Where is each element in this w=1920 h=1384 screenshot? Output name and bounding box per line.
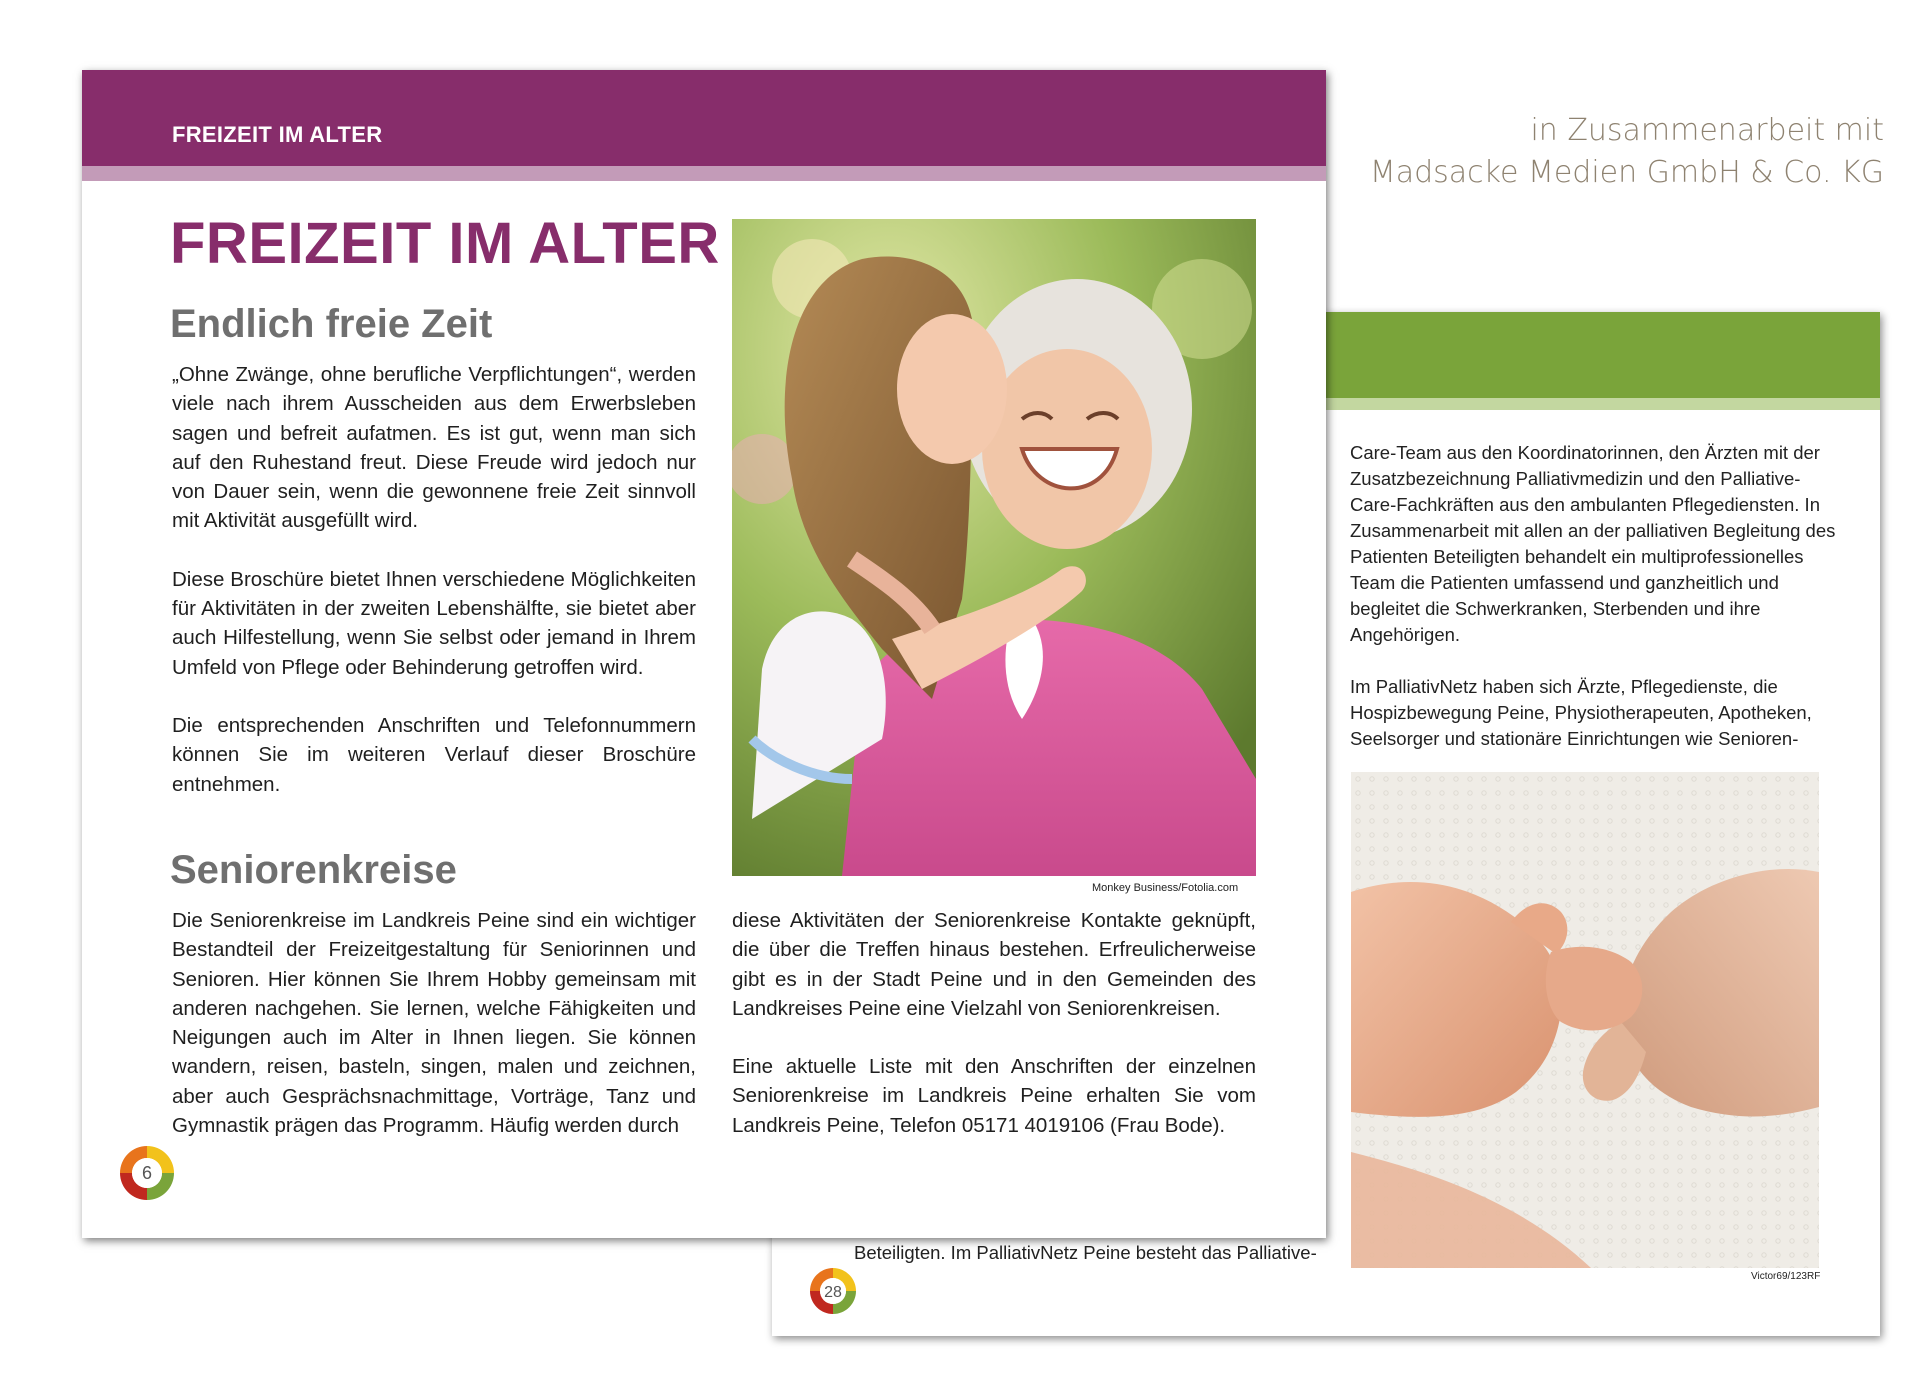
back-paragraph: Care-Team aus den Koordinatorinnen, den Ärzten mit der Zusatzbezeichnung Palliativmedizin und den Palliative-Care-Fachkräften aus den ambulanten Pflegediensten. In Zusammenarbeit mit allen an der palliativen Begleitung des Patienten Beteiligten behandelt ein multiprofessionelles Team die Patienten umfassend und ganzheitlich und begleitet die Schwerkranken, Sterbenden und ihre Angehörigen. [1350, 442, 1836, 645]
front-page-number-badge [118, 1144, 176, 1202]
credit-line-2: Madsacke Medien GmbH & Co. KG [1369, 155, 1884, 190]
grandmother-child-photo [732, 219, 1256, 876]
paragraph: Die Seniorenkreise im Landkreis Peine sind ein wichtiger Bestandteil der Freizeitgestaltung für Seniorinnen und Senioren. Hier können Sie Ihrem Hobby gemeinsam mit anderen nachgehen. Sie lernen, welche Fähigkeiten und Neigungen auch im Alter in Ihnen liegen. Sie können wandern, reisen, basteln, singen, malen und zeichnen, aber auch Gesprächsnachmittage, Vorträge, Tanz und Gymnastik prägen das Programm. Häufig werden durch [172, 909, 696, 1138]
hands-photo [1351, 772, 1819, 1268]
front-header-stripe [82, 166, 1326, 181]
section1-text [172, 360, 696, 828]
hands-illustration [1351, 772, 1819, 1268]
back-photo-credit: Victor69/123RF [1751, 1271, 1821, 1282]
section-heading-freie-zeit: Endlich freie Zeit [170, 302, 493, 346]
front-page-number: 6 [141, 1163, 153, 1183]
back-bottom-text: Beteiligten. Im PalliativNetz Peine besteht das Palliative- [854, 1242, 1317, 1263]
front-page [82, 70, 1326, 1238]
back-body-text [1350, 440, 1840, 778]
paragraph: Diese Broschüre bietet Ihnen verschiedene Möglichkeiten für Aktivitäten in der zweiten Lebenshälfte, sie bietet aber auch Hilfestellung, wenn Sie selbst oder jemand in Ihrem Umfeld von Pflege oder Behinderung getroffen wird. [172, 567, 696, 679]
section2-left-text [172, 906, 696, 1169]
back-header-bar [1324, 312, 1880, 410]
back-page-number: 28 [824, 1284, 842, 1301]
credit-line-1: in Zusammenarbeit mit [1530, 113, 1884, 148]
publisher-credit [1370, 110, 1884, 194]
back-header-stripe [1324, 398, 1880, 410]
section-heading-seniorenkreise: Seniorenkreise [170, 848, 457, 892]
paragraph: Die entsprechenden Anschriften und Telefonnummern können Sie im weiteren Verlauf dieser Broschüre entnehmen. [172, 713, 696, 796]
page-title: FREIZEIT IM ALTER [170, 211, 720, 276]
front-header-bar [82, 70, 1326, 166]
running-head: FREIZEIT IM ALTER [172, 122, 383, 147]
paragraph: diese Aktivitäten der Seniorenkreise Kontakte geknüpft, die über die Treffen hinaus bestehen. Erfreulicherweise gibt es in der Stadt Peine und in den Gemeinden des Landkreises Peine eine Vielzahl von Seniorenkreisen. [732, 909, 1256, 1020]
paragraph: Eine aktuelle Liste mit den Anschriften der einzelnen Seniorenkreise im Landkreis Peine erhalten Sie vom Landkreis Peine, Telefon 05171 4019106 (Frau Bode). [732, 1055, 1256, 1137]
photo-credit: Monkey Business/Fotolia.com [1092, 882, 1239, 894]
photo-illustration [732, 219, 1256, 876]
section2-right-text [732, 906, 1256, 1169]
back-page-number-badge [808, 1266, 858, 1316]
back-paragraph: Im PalliativNetz haben sich Ärzte, Pflegedienste, die Hospizbewegung Peine, Physiotherapeuten, Apotheken, Seelsorger und stationäre Einrichtungen wie Senioren- [1350, 676, 1812, 749]
paragraph: „Ohne Zwänge, ohne berufliche Verpflichtungen“, werden viele nach ihrem Ausscheiden aus dem Erwerbsleben sagen und befreit aufatmen. Es ist gut, wenn man sich auf den Ruhestand freut. Diese Freude wird jedoch nur von Dauer sein, wenn die gewonnene freie Zeit sinnvoll mit Aktivität ausgefüllt wird. [172, 363, 696, 533]
